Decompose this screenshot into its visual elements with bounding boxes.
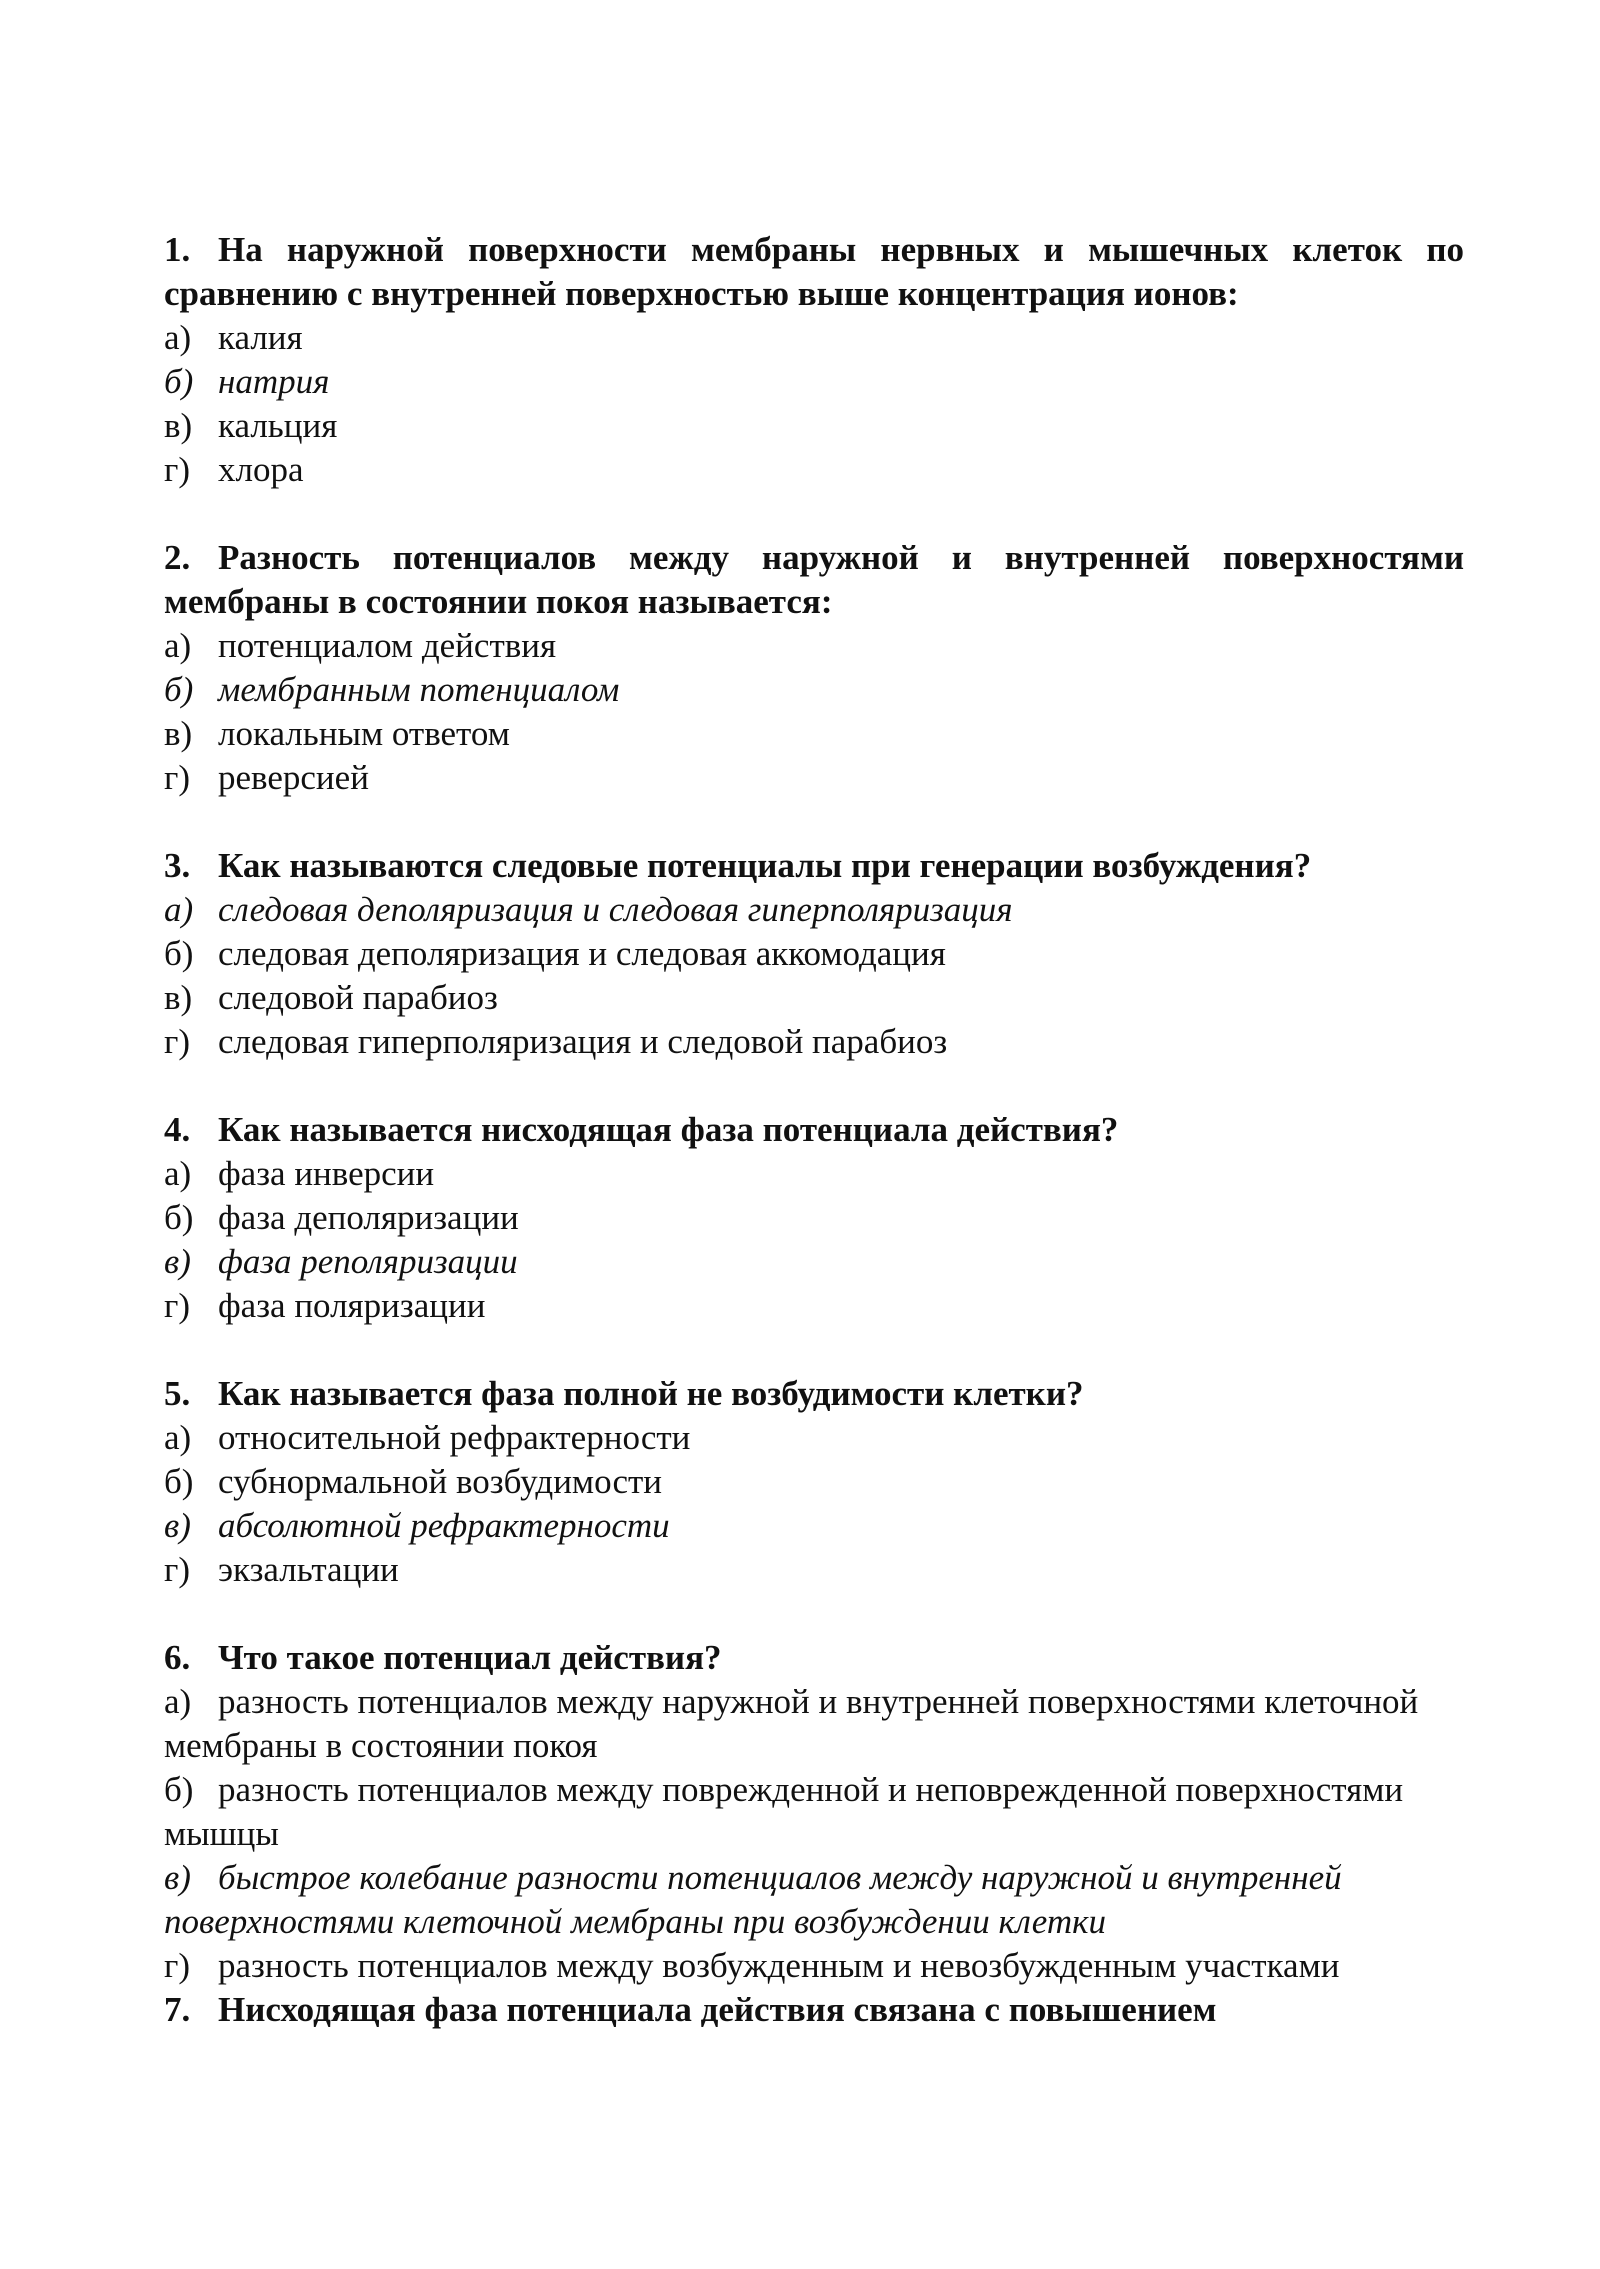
question-6 [164,1636,1464,1988]
question-2 [164,536,1464,800]
answer-option-correct: в) фаза реполяризации [164,1242,518,1281]
question-text: На наружной поверхности мембраны нервных и мышечных клеток по сравнению с внутренней поверхностью выше концентрация ионов: [164,230,1464,313]
question-title [164,844,1464,888]
question-title [164,228,1464,316]
answer-option: а) разность потенциалов между наружной и внутренней поверхностями клеточной мембраны в состоянии покоя [164,1682,1419,1765]
question-title [164,1108,1464,1152]
question-title [164,1372,1464,1416]
answer-option-correct: в) абсолютной рефрактерности [164,1506,670,1545]
answer-option-correct: б) натрия [164,362,330,401]
answer-option: г) экзальтации [164,1550,399,1589]
question-number: 4. [164,1110,191,1149]
answer-option: а) фаза инверсии [164,1154,435,1193]
question-text: Что такое потенциал действия? [218,1638,722,1677]
answer-option: а) потенциалом действия [164,626,557,665]
answer-option: г) хлора [164,450,304,489]
answer-option: г) реверсией [164,758,369,797]
document-page [164,228,1464,2032]
question-text: Как называется фаза полной не возбудимости клетки? [218,1374,1084,1413]
question-3 [164,844,1464,1064]
answer-option: г) разность потенциалов между возбужденным и невозбужденным участками [164,1946,1340,1985]
question-title [164,1988,1464,2032]
answer-option: а) калия [164,318,303,357]
question-number: 6. [164,1638,191,1677]
answer-option: а) относительной рефрактерности [164,1418,691,1457]
answer-option: б) разность потенциалов между поврежденной и неповрежденной поверхностями мышцы [164,1770,1404,1853]
question-number: 3. [164,846,191,885]
question-7 [164,1988,1464,2032]
answer-option-correct: б) мембранным потенциалом [164,670,620,709]
question-text: Разность потенциалов между наружной и внутренней поверхностями мембраны в состоянии покоя называется: [164,538,1464,621]
question-text: Как называется нисходящая фаза потенциала действия? [218,1110,1119,1149]
question-1 [164,228,1464,492]
answer-option: в) локальным ответом [164,714,510,753]
answer-option: в) следовой парабиоз [164,978,498,1017]
answer-option: б) следовая деполяризация и следовая аккомодация [164,934,946,973]
question-text: Как называются следовые потенциалы при генерации возбуждения? [218,846,1312,885]
question-title [164,536,1464,624]
answer-option: б) фаза деполяризации [164,1198,519,1237]
question-number: 7. [164,1990,191,2029]
question-number: 1. [164,230,191,269]
answer-option-correct: а) следовая деполяризация и следовая гиперполяризация [164,890,1013,929]
question-title [164,1636,1464,1680]
question-number: 5. [164,1374,191,1413]
answer-option-correct: в) быстрое колебание разности потенциалов между наружной и внутренней поверхностями клеточной мембраны при возбуждении клетки [164,1858,1342,1941]
answer-option: г) следовая гиперполяризация и следовой парабиоз [164,1022,948,1061]
answer-option: б) субнормальной возбудимости [164,1462,663,1501]
question-number: 2. [164,538,191,577]
question-5 [164,1372,1464,1592]
answer-option: г) фаза поляризации [164,1286,486,1325]
question-text: Нисходящая фаза потенциала действия связана с повышением [218,1990,1217,2029]
question-4 [164,1108,1464,1328]
answer-option: в) кальция [164,406,338,445]
